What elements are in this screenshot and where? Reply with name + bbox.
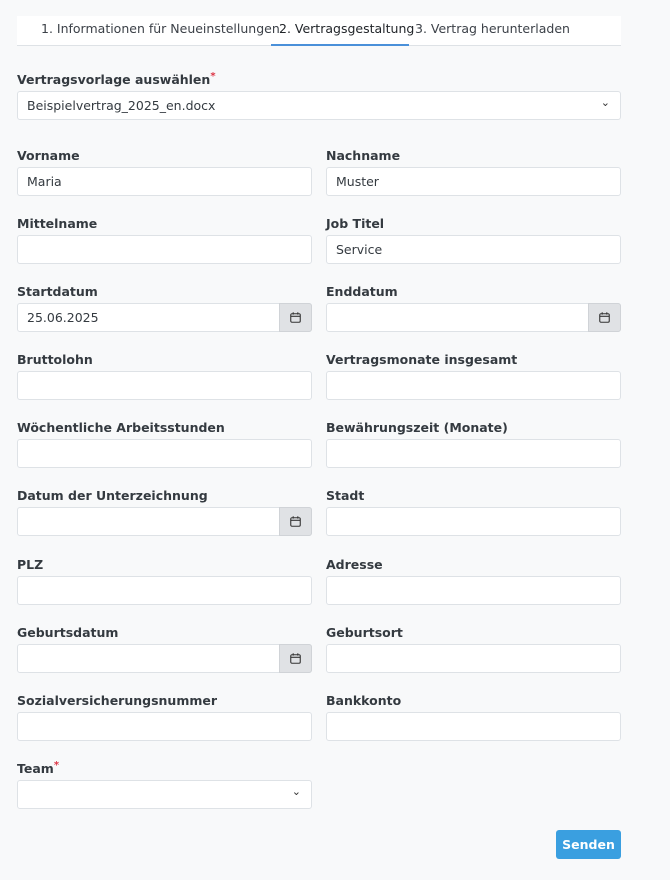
plz-label: PLZ	[17, 557, 44, 572]
mittelname-label: Mittelname	[17, 216, 98, 231]
stadt-label: Stadt	[326, 488, 365, 503]
bankkonto-input[interactable]	[326, 712, 621, 741]
nachname-label: Nachname	[326, 148, 401, 163]
calendar-icon	[290, 516, 301, 527]
tab-vertragsgestaltung[interactable]: 2. Vertragsgestaltung	[279, 21, 415, 36]
vorname-input[interactable]	[17, 167, 312, 196]
job-titel-input[interactable]	[326, 235, 621, 264]
bruttolohn-input[interactable]	[17, 371, 312, 400]
nachname-input[interactable]	[326, 167, 621, 196]
plz-input[interactable]	[17, 576, 312, 605]
unterzeichnung-input[interactable]	[17, 507, 312, 536]
startdatum-value: 25.06.2025	[27, 310, 99, 325]
tab-vertrag-herunterladen[interactable]: 3. Vertrag herunterladen	[415, 21, 570, 36]
sozialversicherung-input[interactable]	[17, 712, 312, 741]
sozialversicherung-label: Sozialversicherungsnummer	[17, 693, 218, 708]
enddatum-label: Enddatum	[326, 284, 398, 299]
vertragsmonate-input[interactable]	[326, 371, 621, 400]
startdatum-label: Startdatum	[17, 284, 98, 299]
arbeitsstunden-label: Wöchentliche Arbeitsstunden	[17, 420, 225, 435]
bewaehrungszeit-input[interactable]	[326, 439, 621, 468]
unterzeichnung-picker-button[interactable]	[279, 507, 312, 536]
geburtsdatum-label: Geburtsdatum	[17, 625, 119, 640]
team-select[interactable]	[17, 780, 312, 809]
geburtsort-label: Geburtsort	[326, 625, 403, 640]
arbeitsstunden-input[interactable]	[17, 439, 312, 468]
job-titel-value: Service	[336, 242, 383, 257]
nachname-value: Muster	[336, 174, 379, 189]
geburtsdatum-input[interactable]	[17, 644, 312, 673]
chevron-down-icon: ⌄	[291, 785, 301, 798]
vorname-value: Maria	[27, 174, 62, 189]
job-titel-label: Job Titel	[326, 216, 385, 231]
tab-neueinstellungen[interactable]: 1. Informationen für Neueinstellungen	[41, 21, 280, 36]
mittelname-input[interactable]	[17, 235, 312, 264]
unterzeichnung-label: Datum der Unterzeichnung	[17, 488, 208, 503]
team-label: Team*	[17, 759, 60, 776]
send-button[interactable]: Senden	[556, 830, 621, 859]
vertragsmonate-label: Vertragsmonate insgesamt	[326, 352, 518, 367]
geburtsort-input[interactable]	[326, 644, 621, 673]
template-select-value: Beispielvertrag_2025_en.docx	[27, 98, 216, 113]
calendar-icon	[599, 312, 610, 323]
calendar-icon	[290, 312, 301, 323]
bruttolohn-label: Bruttolohn	[17, 352, 93, 367]
enddatum-picker-button[interactable]	[588, 303, 621, 332]
startdatum-input[interactable]	[17, 303, 312, 332]
active-tab-indicator	[271, 44, 409, 46]
adresse-input[interactable]	[326, 576, 621, 605]
geburtsdatum-picker-button[interactable]	[279, 644, 312, 673]
template-label: Vertragsvorlage auswählen*	[17, 70, 216, 87]
startdatum-picker-button[interactable]	[279, 303, 312, 332]
step-tabs	[17, 16, 621, 46]
enddatum-input[interactable]	[326, 303, 621, 332]
stadt-input[interactable]	[326, 507, 621, 536]
vorname-label: Vorname	[17, 148, 80, 163]
calendar-icon	[290, 653, 301, 664]
template-select[interactable]	[17, 91, 621, 120]
bewaehrungszeit-label: Bewährungszeit (Monate)	[326, 420, 508, 435]
bankkonto-label: Bankkonto	[326, 693, 402, 708]
adresse-label: Adresse	[326, 557, 383, 572]
chevron-down-icon: ⌄	[600, 96, 610, 109]
